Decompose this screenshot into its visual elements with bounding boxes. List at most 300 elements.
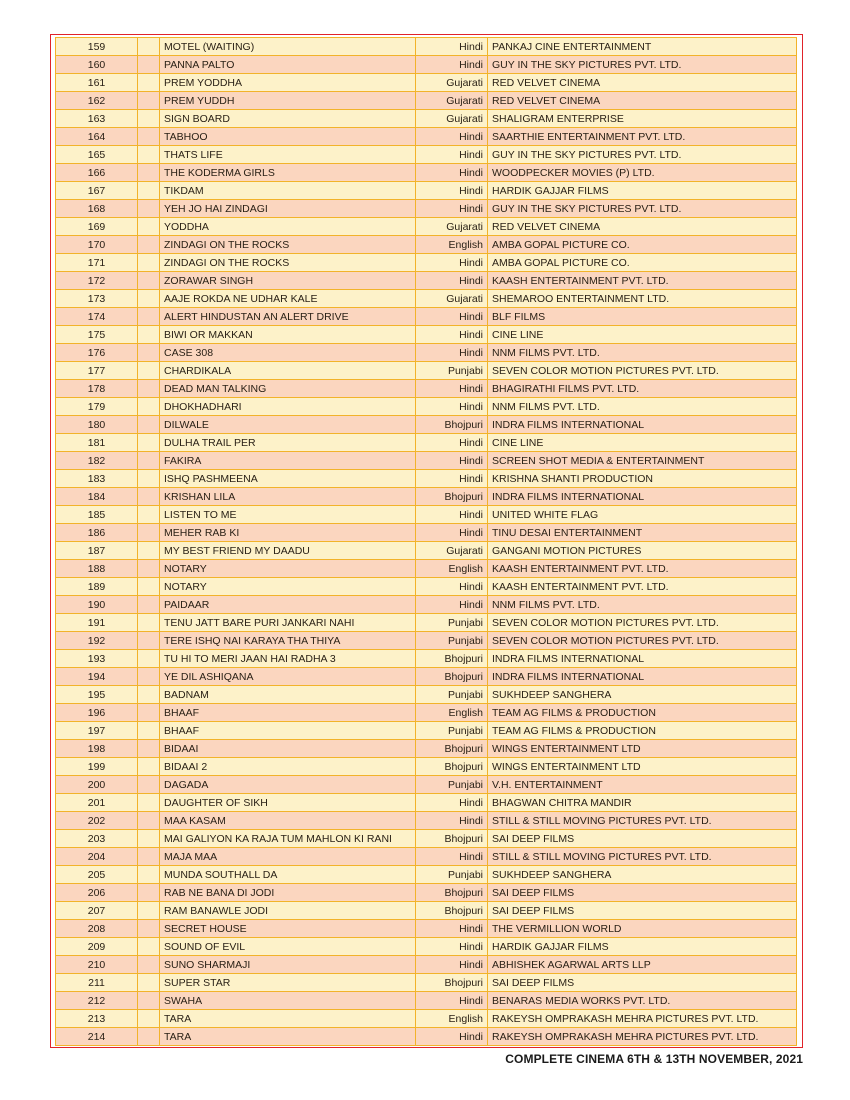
film-title: NOTARY bbox=[160, 560, 416, 578]
serial-number: 198 bbox=[56, 740, 138, 758]
film-language: Hindi bbox=[416, 326, 488, 344]
table-row bbox=[56, 758, 797, 776]
serial-number: 194 bbox=[56, 668, 138, 686]
film-language: Hindi bbox=[416, 596, 488, 614]
film-language: Punjabi bbox=[416, 614, 488, 632]
film-language: Hindi bbox=[416, 524, 488, 542]
applicant-name: KAASH ENTERTAINMENT PVT. LTD. bbox=[488, 578, 797, 596]
table-row bbox=[56, 668, 797, 686]
serial-number: 177 bbox=[56, 362, 138, 380]
blank-cell bbox=[138, 344, 160, 362]
film-language: Hindi bbox=[416, 344, 488, 362]
serial-number: 191 bbox=[56, 614, 138, 632]
applicant-name: INDRA FILMS INTERNATIONAL bbox=[488, 650, 797, 668]
film-title: SUPER STAR bbox=[160, 974, 416, 992]
blank-cell bbox=[138, 92, 160, 110]
film-title: SOUND OF EVIL bbox=[160, 938, 416, 956]
table-row bbox=[56, 380, 797, 398]
serial-number: 206 bbox=[56, 884, 138, 902]
serial-number: 169 bbox=[56, 218, 138, 236]
film-title: MEHER RAB KI bbox=[160, 524, 416, 542]
film-language: Punjabi bbox=[416, 776, 488, 794]
blank-cell bbox=[138, 488, 160, 506]
blank-cell bbox=[138, 1028, 160, 1046]
blank-cell bbox=[138, 794, 160, 812]
table-row bbox=[56, 488, 797, 506]
applicant-name: SAARTHIE ENTERTAINMENT PVT. LTD. bbox=[488, 128, 797, 146]
applicant-name: SAI DEEP FILMS bbox=[488, 902, 797, 920]
applicant-name: SUKHDEEP SANGHERA bbox=[488, 866, 797, 884]
film-title: TARA bbox=[160, 1010, 416, 1028]
film-title: MAJA MAA bbox=[160, 848, 416, 866]
blank-cell bbox=[138, 434, 160, 452]
film-title: ALERT HINDUSTAN AN ALERT DRIVE bbox=[160, 308, 416, 326]
film-language: Hindi bbox=[416, 452, 488, 470]
blank-cell bbox=[138, 956, 160, 974]
blank-cell bbox=[138, 650, 160, 668]
film-title: BIDAAI bbox=[160, 740, 416, 758]
applicant-name: SAI DEEP FILMS bbox=[488, 884, 797, 902]
film-language: English bbox=[416, 1010, 488, 1028]
serial-number: 159 bbox=[56, 38, 138, 56]
table-row bbox=[56, 794, 797, 812]
table-row bbox=[56, 992, 797, 1010]
film-language: Gujarati bbox=[416, 290, 488, 308]
film-title: TIKDAM bbox=[160, 182, 416, 200]
table-row bbox=[56, 290, 797, 308]
film-title: TU HI TO MERI JAAN HAI RADHA 3 bbox=[160, 650, 416, 668]
serial-number: 183 bbox=[56, 470, 138, 488]
serial-number: 205 bbox=[56, 866, 138, 884]
film-language: English bbox=[416, 704, 488, 722]
film-title: ZORAWAR SINGH bbox=[160, 272, 416, 290]
film-language: Gujarati bbox=[416, 218, 488, 236]
film-title: YE DIL ASHIQANA bbox=[160, 668, 416, 686]
film-language: Hindi bbox=[416, 146, 488, 164]
film-title: RAB NE BANA DI JODI bbox=[160, 884, 416, 902]
blank-cell bbox=[138, 146, 160, 164]
applicant-name: KAASH ENTERTAINMENT PVT. LTD. bbox=[488, 272, 797, 290]
film-title: BADNAM bbox=[160, 686, 416, 704]
table-row bbox=[56, 164, 797, 182]
applicant-name: CINE LINE bbox=[488, 326, 797, 344]
blank-cell bbox=[138, 722, 160, 740]
film-language: Hindi bbox=[416, 956, 488, 974]
serial-number: 170 bbox=[56, 236, 138, 254]
applicant-name: NNM FILMS PVT. LTD. bbox=[488, 398, 797, 416]
table-row bbox=[56, 938, 797, 956]
applicant-name: AMBA GOPAL PICTURE CO. bbox=[488, 254, 797, 272]
film-language: Hindi bbox=[416, 992, 488, 1010]
table-row bbox=[56, 236, 797, 254]
serial-number: 186 bbox=[56, 524, 138, 542]
serial-number: 208 bbox=[56, 920, 138, 938]
table-row bbox=[56, 740, 797, 758]
applicant-name: RED VELVET CINEMA bbox=[488, 74, 797, 92]
film-language: Bhojpuri bbox=[416, 668, 488, 686]
serial-number: 207 bbox=[56, 902, 138, 920]
film-language: Hindi bbox=[416, 38, 488, 56]
table-row bbox=[56, 632, 797, 650]
film-language: English bbox=[416, 560, 488, 578]
blank-cell bbox=[138, 758, 160, 776]
film-title: MOTEL (WAITING) bbox=[160, 38, 416, 56]
film-title: TABHOO bbox=[160, 128, 416, 146]
applicant-name: BHAGIRATHI FILMS PVT. LTD. bbox=[488, 380, 797, 398]
table-row bbox=[56, 956, 797, 974]
blank-cell bbox=[138, 596, 160, 614]
applicant-name: SCREEN SHOT MEDIA & ENTERTAINMENT bbox=[488, 452, 797, 470]
film-language: Punjabi bbox=[416, 362, 488, 380]
blank-cell bbox=[138, 110, 160, 128]
serial-number: 162 bbox=[56, 92, 138, 110]
serial-number: 160 bbox=[56, 56, 138, 74]
table-row bbox=[56, 308, 797, 326]
serial-number: 178 bbox=[56, 380, 138, 398]
serial-number: 161 bbox=[56, 74, 138, 92]
film-title: MY BEST FRIEND MY DAADU bbox=[160, 542, 416, 560]
film-title: DEAD MAN TALKING bbox=[160, 380, 416, 398]
film-title: SECRET HOUSE bbox=[160, 920, 416, 938]
blank-cell bbox=[138, 884, 160, 902]
film-language: Hindi bbox=[416, 380, 488, 398]
film-language: Hindi bbox=[416, 812, 488, 830]
table-row bbox=[56, 38, 797, 56]
applicant-name: WINGS ENTERTAINMENT LTD bbox=[488, 758, 797, 776]
blank-cell bbox=[138, 416, 160, 434]
blank-cell bbox=[138, 560, 160, 578]
film-language: Hindi bbox=[416, 56, 488, 74]
film-title: THATS LIFE bbox=[160, 146, 416, 164]
applicant-name: TINU DESAI ENTERTAINMENT bbox=[488, 524, 797, 542]
applicant-name: GANGANI MOTION PICTURES bbox=[488, 542, 797, 560]
table-row bbox=[56, 344, 797, 362]
table-row bbox=[56, 704, 797, 722]
applicant-name: SEVEN COLOR MOTION PICTURES PVT. LTD. bbox=[488, 632, 797, 650]
table-row bbox=[56, 434, 797, 452]
film-title: TERE ISHQ NAI KARAYA THA THIYA bbox=[160, 632, 416, 650]
serial-number: 174 bbox=[56, 308, 138, 326]
table-row bbox=[56, 884, 797, 902]
applicant-name: TEAM AG FILMS & PRODUCTION bbox=[488, 722, 797, 740]
film-language: Hindi bbox=[416, 434, 488, 452]
blank-cell bbox=[138, 380, 160, 398]
table-row bbox=[56, 254, 797, 272]
serial-number: 166 bbox=[56, 164, 138, 182]
film-language: Punjabi bbox=[416, 632, 488, 650]
blank-cell bbox=[138, 506, 160, 524]
blank-cell bbox=[138, 254, 160, 272]
table-row bbox=[56, 686, 797, 704]
serial-number: 172 bbox=[56, 272, 138, 290]
applicant-name: STILL & STILL MOVING PICTURES PVT. LTD. bbox=[488, 848, 797, 866]
table-row bbox=[56, 524, 797, 542]
table-row bbox=[56, 578, 797, 596]
table-row bbox=[56, 182, 797, 200]
serial-number: 195 bbox=[56, 686, 138, 704]
film-title: ISHQ PASHMEENA bbox=[160, 470, 416, 488]
film-language: Hindi bbox=[416, 1028, 488, 1046]
serial-number: 211 bbox=[56, 974, 138, 992]
serial-number: 196 bbox=[56, 704, 138, 722]
applicant-name: ABHISHEK AGARWAL ARTS LLP bbox=[488, 956, 797, 974]
blank-cell bbox=[138, 326, 160, 344]
film-title: SIGN BOARD bbox=[160, 110, 416, 128]
film-table bbox=[55, 37, 797, 1046]
film-language: Hindi bbox=[416, 164, 488, 182]
table-row bbox=[56, 362, 797, 380]
blank-cell bbox=[138, 182, 160, 200]
blank-cell bbox=[138, 524, 160, 542]
blank-cell bbox=[138, 164, 160, 182]
blank-cell bbox=[138, 704, 160, 722]
film-title: MUNDA SOUTHALL DA bbox=[160, 866, 416, 884]
applicant-name: WINGS ENTERTAINMENT LTD bbox=[488, 740, 797, 758]
film-title: DILWALE bbox=[160, 416, 416, 434]
table-row bbox=[56, 506, 797, 524]
film-title: PANNA PALTO bbox=[160, 56, 416, 74]
film-title: BIDAAI 2 bbox=[160, 758, 416, 776]
table-row bbox=[56, 1028, 797, 1046]
blank-cell bbox=[138, 632, 160, 650]
applicant-name: KAASH ENTERTAINMENT PVT. LTD. bbox=[488, 560, 797, 578]
applicant-name: KRISHNA SHANTI PRODUCTION bbox=[488, 470, 797, 488]
film-title: CASE 308 bbox=[160, 344, 416, 362]
film-title: AAJE ROKDA NE UDHAR KALE bbox=[160, 290, 416, 308]
applicant-name: AMBA GOPAL PICTURE CO. bbox=[488, 236, 797, 254]
film-title: NOTARY bbox=[160, 578, 416, 596]
film-language: Gujarati bbox=[416, 92, 488, 110]
film-title: RAM BANAWLE JODI bbox=[160, 902, 416, 920]
applicant-name: GUY IN THE SKY PICTURES PVT. LTD. bbox=[488, 146, 797, 164]
blank-cell bbox=[138, 776, 160, 794]
table-row bbox=[56, 272, 797, 290]
applicant-name: RED VELVET CINEMA bbox=[488, 92, 797, 110]
table-row bbox=[56, 614, 797, 632]
applicant-name: BENARAS MEDIA WORKS PVT. LTD. bbox=[488, 992, 797, 1010]
table-row bbox=[56, 974, 797, 992]
blank-cell bbox=[138, 848, 160, 866]
blank-cell bbox=[138, 920, 160, 938]
film-title: YODDHA bbox=[160, 218, 416, 236]
film-language: Bhojpuri bbox=[416, 740, 488, 758]
film-language: Hindi bbox=[416, 254, 488, 272]
applicant-name: V.H. ENTERTAINMENT bbox=[488, 776, 797, 794]
table-row bbox=[56, 92, 797, 110]
blank-cell bbox=[138, 668, 160, 686]
table-row bbox=[56, 128, 797, 146]
film-language: Hindi bbox=[416, 398, 488, 416]
table-row bbox=[56, 110, 797, 128]
film-language: Hindi bbox=[416, 794, 488, 812]
blank-cell bbox=[138, 272, 160, 290]
table-row bbox=[56, 560, 797, 578]
blank-cell bbox=[138, 74, 160, 92]
table-row bbox=[56, 542, 797, 560]
serial-number: 165 bbox=[56, 146, 138, 164]
film-title: MAA KASAM bbox=[160, 812, 416, 830]
film-title: SWAHA bbox=[160, 992, 416, 1010]
film-language: Bhojpuri bbox=[416, 902, 488, 920]
film-title: DHOKHADHARI bbox=[160, 398, 416, 416]
blank-cell bbox=[138, 398, 160, 416]
table-row bbox=[56, 902, 797, 920]
applicant-name: PANKAJ CINE ENTERTAINMENT bbox=[488, 38, 797, 56]
serial-number: 188 bbox=[56, 560, 138, 578]
blank-cell bbox=[138, 614, 160, 632]
serial-number: 192 bbox=[56, 632, 138, 650]
serial-number: 193 bbox=[56, 650, 138, 668]
applicant-name: RAKEYSH OMPRAKASH MEHRA PICTURES PVT. LTD. bbox=[488, 1010, 797, 1028]
film-language: Hindi bbox=[416, 848, 488, 866]
serial-number: 209 bbox=[56, 938, 138, 956]
table-row bbox=[56, 920, 797, 938]
film-title: DULHA TRAIL PER bbox=[160, 434, 416, 452]
table-row bbox=[56, 830, 797, 848]
blank-cell bbox=[138, 200, 160, 218]
serial-number: 214 bbox=[56, 1028, 138, 1046]
blank-cell bbox=[138, 290, 160, 308]
film-language: Hindi bbox=[416, 920, 488, 938]
blank-cell bbox=[138, 452, 160, 470]
film-title: BIWI OR MAKKAN bbox=[160, 326, 416, 344]
blank-cell bbox=[138, 362, 160, 380]
applicant-name: TEAM AG FILMS & PRODUCTION bbox=[488, 704, 797, 722]
applicant-name: CINE LINE bbox=[488, 434, 797, 452]
table-row bbox=[56, 722, 797, 740]
film-language: Hindi bbox=[416, 470, 488, 488]
film-table-body bbox=[56, 38, 797, 1046]
blank-cell bbox=[138, 812, 160, 830]
serial-number: 173 bbox=[56, 290, 138, 308]
applicant-name: SUKHDEEP SANGHERA bbox=[488, 686, 797, 704]
table-row bbox=[56, 470, 797, 488]
blank-cell bbox=[138, 992, 160, 1010]
table-row bbox=[56, 218, 797, 236]
film-language: Gujarati bbox=[416, 110, 488, 128]
film-language: Punjabi bbox=[416, 686, 488, 704]
blank-cell bbox=[138, 218, 160, 236]
blank-cell bbox=[138, 38, 160, 56]
serial-number: 204 bbox=[56, 848, 138, 866]
blank-cell bbox=[138, 902, 160, 920]
serial-number: 199 bbox=[56, 758, 138, 776]
film-title: BHAAF bbox=[160, 722, 416, 740]
blank-cell bbox=[138, 830, 160, 848]
table-row bbox=[56, 146, 797, 164]
applicant-name: HARDIK GAJJAR FILMS bbox=[488, 182, 797, 200]
table-row bbox=[56, 398, 797, 416]
film-title: MAI GALIYON KA RAJA TUM MAHLON KI RANI bbox=[160, 830, 416, 848]
film-title: DAGADA bbox=[160, 776, 416, 794]
serial-number: 167 bbox=[56, 182, 138, 200]
serial-number: 202 bbox=[56, 812, 138, 830]
applicant-name: THE VERMILLION WORLD bbox=[488, 920, 797, 938]
applicant-name: SHEMAROO ENTERTAINMENT LTD. bbox=[488, 290, 797, 308]
film-language: Bhojpuri bbox=[416, 974, 488, 992]
film-language: Hindi bbox=[416, 128, 488, 146]
film-title: CHARDIKALA bbox=[160, 362, 416, 380]
applicant-name: HARDIK GAJJAR FILMS bbox=[488, 938, 797, 956]
serial-number: 200 bbox=[56, 776, 138, 794]
serial-number: 184 bbox=[56, 488, 138, 506]
applicant-name: NNM FILMS PVT. LTD. bbox=[488, 596, 797, 614]
blank-cell bbox=[138, 740, 160, 758]
serial-number: 175 bbox=[56, 326, 138, 344]
blank-cell bbox=[138, 542, 160, 560]
applicant-name: RED VELVET CINEMA bbox=[488, 218, 797, 236]
film-language: Bhojpuri bbox=[416, 650, 488, 668]
applicant-name: RAKEYSH OMPRAKASH MEHRA PICTURES PVT. LTD. bbox=[488, 1028, 797, 1046]
applicant-name: INDRA FILMS INTERNATIONAL bbox=[488, 416, 797, 434]
applicant-name: UNITED WHITE FLAG bbox=[488, 506, 797, 524]
serial-number: 182 bbox=[56, 452, 138, 470]
table-row bbox=[56, 200, 797, 218]
film-title: PREM YUDDH bbox=[160, 92, 416, 110]
film-title: DAUGHTER OF SIKH bbox=[160, 794, 416, 812]
applicant-name: INDRA FILMS INTERNATIONAL bbox=[488, 488, 797, 506]
applicant-name: SEVEN COLOR MOTION PICTURES PVT. LTD. bbox=[488, 362, 797, 380]
film-language: Hindi bbox=[416, 938, 488, 956]
film-language: Hindi bbox=[416, 308, 488, 326]
applicant-name: INDRA FILMS INTERNATIONAL bbox=[488, 668, 797, 686]
table-row bbox=[56, 326, 797, 344]
footer-publication: COMPLETE CINEMA 6TH & 13TH NOVEMBER, 2021 bbox=[505, 1052, 803, 1066]
serial-number: 181 bbox=[56, 434, 138, 452]
serial-number: 180 bbox=[56, 416, 138, 434]
serial-number: 163 bbox=[56, 110, 138, 128]
table-row bbox=[56, 650, 797, 668]
blank-cell bbox=[138, 686, 160, 704]
film-language: Punjabi bbox=[416, 866, 488, 884]
film-language: Hindi bbox=[416, 272, 488, 290]
applicant-name: BHAGWAN CHITRA MANDIR bbox=[488, 794, 797, 812]
film-language: Hindi bbox=[416, 200, 488, 218]
blank-cell bbox=[138, 236, 160, 254]
film-language: Hindi bbox=[416, 182, 488, 200]
film-language: Gujarati bbox=[416, 542, 488, 560]
film-language: Bhojpuri bbox=[416, 488, 488, 506]
table-row bbox=[56, 74, 797, 92]
serial-number: 213 bbox=[56, 1010, 138, 1028]
table-row bbox=[56, 596, 797, 614]
film-title: YEH JO HAI ZINDAGI bbox=[160, 200, 416, 218]
applicant-name: SAI DEEP FILMS bbox=[488, 830, 797, 848]
serial-number: 179 bbox=[56, 398, 138, 416]
table-row bbox=[56, 848, 797, 866]
blank-cell bbox=[138, 56, 160, 74]
film-language: Hindi bbox=[416, 506, 488, 524]
blank-cell bbox=[138, 938, 160, 956]
film-title: PREM YODDHA bbox=[160, 74, 416, 92]
applicant-name: WOODPECKER MOVIES (P) LTD. bbox=[488, 164, 797, 182]
film-title: SUNO SHARMAJI bbox=[160, 956, 416, 974]
film-title: TARA bbox=[160, 1028, 416, 1046]
film-language: Punjabi bbox=[416, 722, 488, 740]
film-title: ZINDAGI ON THE ROCKS bbox=[160, 236, 416, 254]
film-title: FAKIRA bbox=[160, 452, 416, 470]
table-row bbox=[56, 776, 797, 794]
serial-number: 210 bbox=[56, 956, 138, 974]
serial-number: 185 bbox=[56, 506, 138, 524]
applicant-name: GUY IN THE SKY PICTURES PVT. LTD. bbox=[488, 56, 797, 74]
serial-number: 201 bbox=[56, 794, 138, 812]
film-title: THE KODERMA GIRLS bbox=[160, 164, 416, 182]
blank-cell bbox=[138, 1010, 160, 1028]
film-language: Hindi bbox=[416, 578, 488, 596]
blank-cell bbox=[138, 866, 160, 884]
table-row bbox=[56, 416, 797, 434]
